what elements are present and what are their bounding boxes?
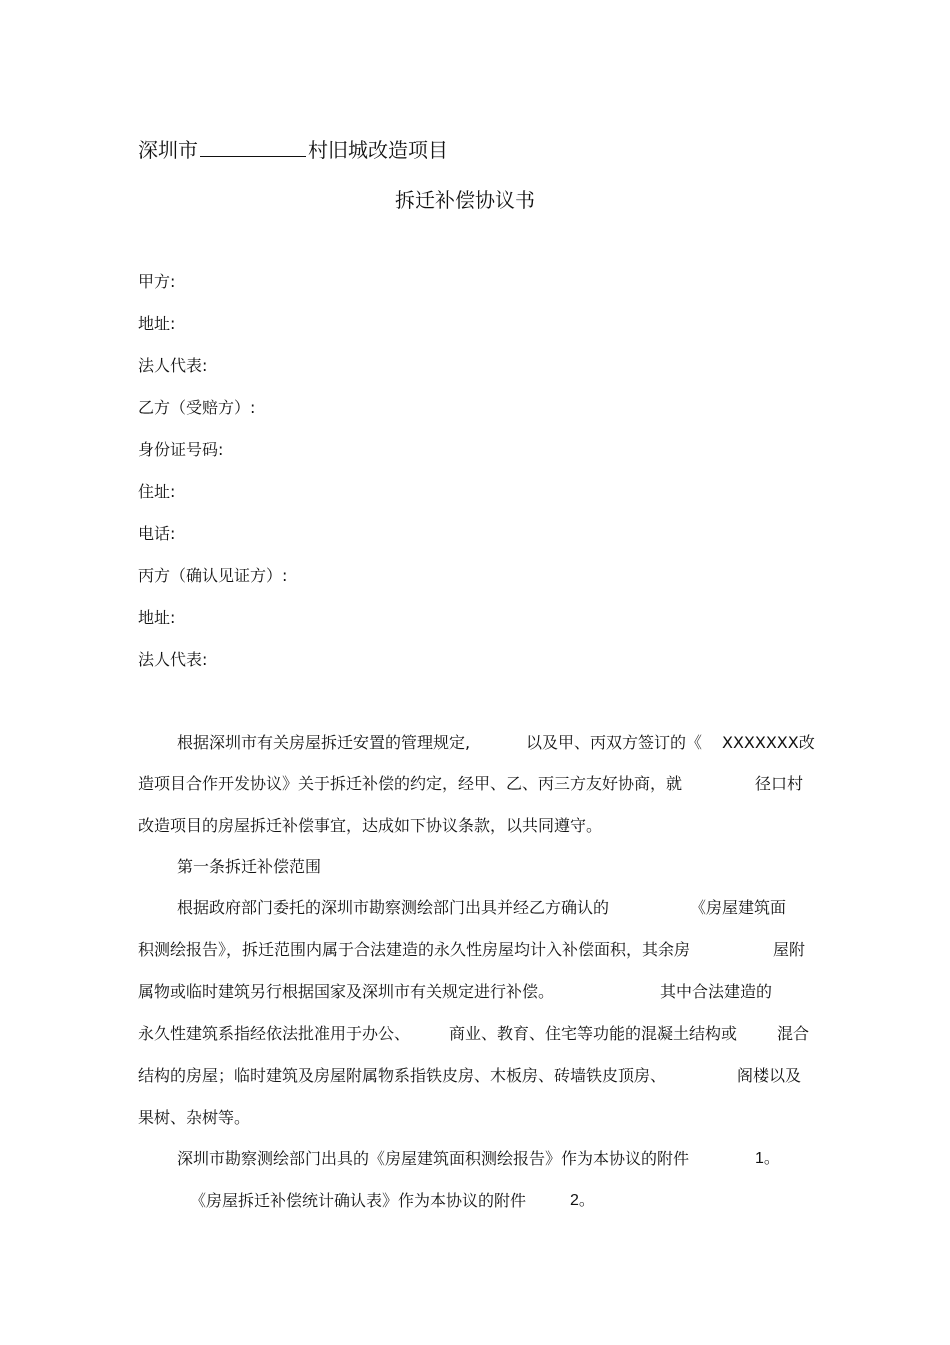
party-a-rep-label: 法人代表: [138, 356, 208, 375]
p1-line1-c: XXXXXXX改 [722, 733, 815, 752]
party-b-label: 乙方（受赔方）: [138, 398, 256, 417]
p2-line5-a: 结构的房屋；临时建筑及房屋附属物系指铁皮房、木板房、砖墙铁皮顶房、 [138, 1066, 667, 1085]
p1-line2-b: 径口村 [755, 774, 804, 793]
party-b-phone-label: 电话: [138, 524, 176, 543]
p1-line1-b: 以及甲、丙双方签订的《 [526, 733, 703, 752]
p4-text: 《房屋拆迁补偿统计确认表》作为本协议的附件 [190, 1191, 527, 1210]
party-a-address-label: 地址: [138, 314, 176, 333]
p2-line3-b: 其中合法建造的 [660, 982, 773, 1001]
p2-line6: 果树、杂树等。 [138, 1108, 251, 1127]
p2-line5-b: 阁楼以及 [737, 1066, 802, 1085]
heading-prefix: 深圳市 [138, 138, 198, 162]
p2-line4-c: 混合 [777, 1024, 810, 1043]
document-title: 拆迁补偿协议书 [395, 188, 535, 212]
p1-line3: 改造项目的房屋拆迁补偿事宜，达成如下协议条款，以共同遵守。 [138, 816, 603, 835]
article1-title: 第一条拆迁补偿范围 [177, 857, 322, 876]
project-heading [138, 138, 448, 162]
p2-line4-a: 永久性建筑系指经依法批准用于办公、 [138, 1024, 411, 1043]
p2-line1-a: 根据政府部门委托的深圳市勘察测绘部门出具并经乙方确认的 [177, 898, 610, 917]
party-c-address-label: 地址: [138, 608, 176, 627]
party-c-rep-label: 法人代表: [138, 650, 208, 669]
party-a-label: 甲方: [138, 272, 176, 291]
party-b-residence-label: 住址: [138, 482, 176, 501]
p2-line4-b: 商业、教育、住宅等功能的混凝土结构或 [449, 1024, 738, 1043]
p1-line1-a: 根据深圳市有关房屋拆迁安置的管理规定, [177, 733, 471, 752]
p2-line1-b: 《房屋建筑面 [690, 898, 787, 917]
p3-attachment-number: 1。 [755, 1150, 780, 1167]
village-name-blank [200, 138, 306, 157]
p2-line2-b: 屋附 [773, 940, 806, 959]
p1-line2-a: 造项目合作开发协议》关于拆迁补偿的约定，经甲、乙、丙三方友好协商，就 [138, 774, 683, 793]
p4-attachment-number: 2。 [570, 1192, 595, 1209]
party-c-label: 丙方（确认见证方）: [138, 566, 288, 585]
p2-line2-a: 积测绘报告》，拆迁范围内属于合法建造的永久性房屋均计入补偿面积，其余房 [138, 940, 691, 959]
party-b-id-label: 身份证号码: [138, 440, 224, 459]
heading-suffix: 村旧城改造项目 [308, 138, 448, 162]
p2-line3-a: 属物或临时建筑另行根据国家及深圳市有关规定进行补偿。 [138, 982, 555, 1001]
p3-text: 深圳市勘察测绘部门出具的《房屋建筑面积测绘报告》作为本协议的附件 [177, 1149, 690, 1168]
